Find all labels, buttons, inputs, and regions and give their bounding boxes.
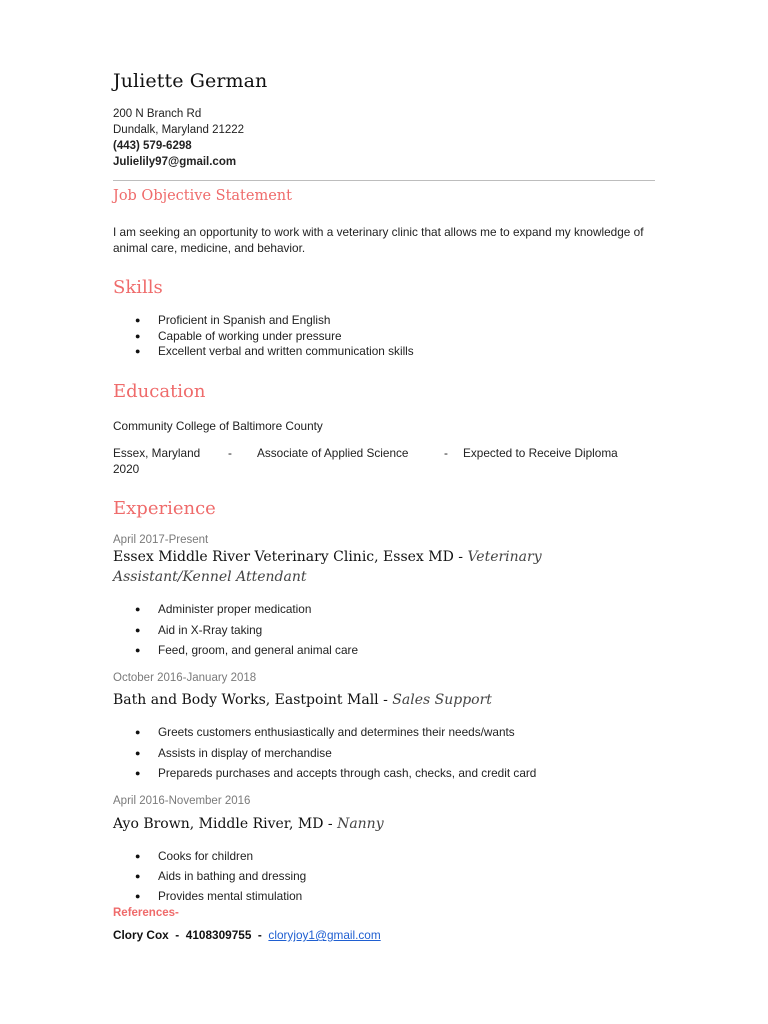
employer-name: Ayo Brown, Middle River, MD bbox=[113, 816, 324, 832]
address-line-2: Dundalk, Maryland 21222 bbox=[113, 124, 245, 136]
list-item: ● Feed, groom, and general animal care bbox=[113, 640, 358, 661]
job-dates: April 2016-November 2016 bbox=[113, 795, 251, 807]
address-line-1: 200 N Branch Rd bbox=[113, 108, 202, 120]
reference-phone: 4108309755 bbox=[185, 928, 252, 942]
duties-list bbox=[113, 722, 536, 784]
reference-name: Clory Cox bbox=[113, 928, 169, 942]
separator: - bbox=[168, 928, 186, 942]
job-title-line bbox=[113, 690, 658, 710]
separator: - bbox=[251, 928, 269, 942]
job-title-line bbox=[113, 814, 658, 834]
employer-name: Essex Middle River Veterinary Clinic, Essex MD bbox=[113, 549, 454, 565]
graduation-year: 2020 bbox=[113, 462, 140, 476]
job-role: Veterinary Assistant/Kennel Attendant bbox=[113, 549, 542, 585]
job-title-line bbox=[113, 547, 658, 587]
job-role: Nanny bbox=[337, 816, 384, 832]
skills-heading: Skills bbox=[113, 277, 163, 298]
objective-text: I am seeking an opportunity to work with a veterinary clinic that allows me to expand my knowledge of animal care, medicine, and behavior. bbox=[113, 225, 644, 255]
header-divider bbox=[113, 180, 655, 181]
applicant-name: Juliette German bbox=[113, 70, 268, 92]
skills-list bbox=[113, 313, 414, 360]
list-item: ● Provides mental stimulation bbox=[113, 886, 306, 906]
separator: - bbox=[228, 446, 232, 460]
separator: - bbox=[444, 446, 448, 460]
duties-list bbox=[113, 599, 358, 661]
experience-heading: Experience bbox=[113, 498, 216, 519]
phone-number: (443) 579-6298 bbox=[113, 140, 192, 152]
list-item: ● Excellent verbal and written communication skills bbox=[113, 344, 414, 360]
references-heading: References- bbox=[113, 907, 179, 919]
list-item: ● Capable of working under pressure bbox=[113, 329, 414, 345]
list-item: ● Administer proper medication bbox=[113, 599, 358, 620]
objective-heading: Job Objective Statement bbox=[113, 188, 292, 204]
employer-name: Bath and Body Works, Eastpoint Mall bbox=[113, 692, 379, 708]
list-item: ● Assists in display of merchandise bbox=[113, 743, 536, 764]
job-role: Sales Support bbox=[392, 692, 492, 708]
list-item: ● Prepareds purchases and accepts through cash, checks, and credit card bbox=[113, 763, 536, 784]
email-address: Julielily97@gmail.com bbox=[113, 156, 237, 168]
job-dates: October 2016-January 2018 bbox=[113, 672, 257, 684]
job-dates: April 2017-Present bbox=[113, 534, 209, 546]
reference-email-link[interactable]: cloryjoy1@gmail.com bbox=[268, 928, 381, 942]
duties-list bbox=[113, 846, 306, 906]
education-heading: Education bbox=[113, 381, 206, 402]
reference-entry bbox=[113, 928, 381, 942]
diploma-expected: Expected to Receive Diploma bbox=[463, 446, 618, 460]
contact-block bbox=[113, 106, 244, 170]
list-item: ● Cooks for children bbox=[113, 846, 306, 866]
degree-name: Associate of Applied Science bbox=[257, 446, 409, 460]
list-item: ● Aid in X-Rray taking bbox=[113, 620, 358, 641]
school-name: Community College of Baltimore County bbox=[113, 419, 323, 433]
education-location: Essex, Maryland bbox=[113, 446, 201, 460]
list-item: ● Proficient in Spanish and English bbox=[113, 313, 414, 329]
separator: - bbox=[453, 549, 468, 565]
separator: - bbox=[323, 816, 338, 832]
list-item: ● Aids in bathing and dressing bbox=[113, 866, 306, 886]
separator: - bbox=[378, 692, 393, 708]
list-item: ● Greets customers enthusiastically and determines their needs/wants bbox=[113, 722, 536, 743]
